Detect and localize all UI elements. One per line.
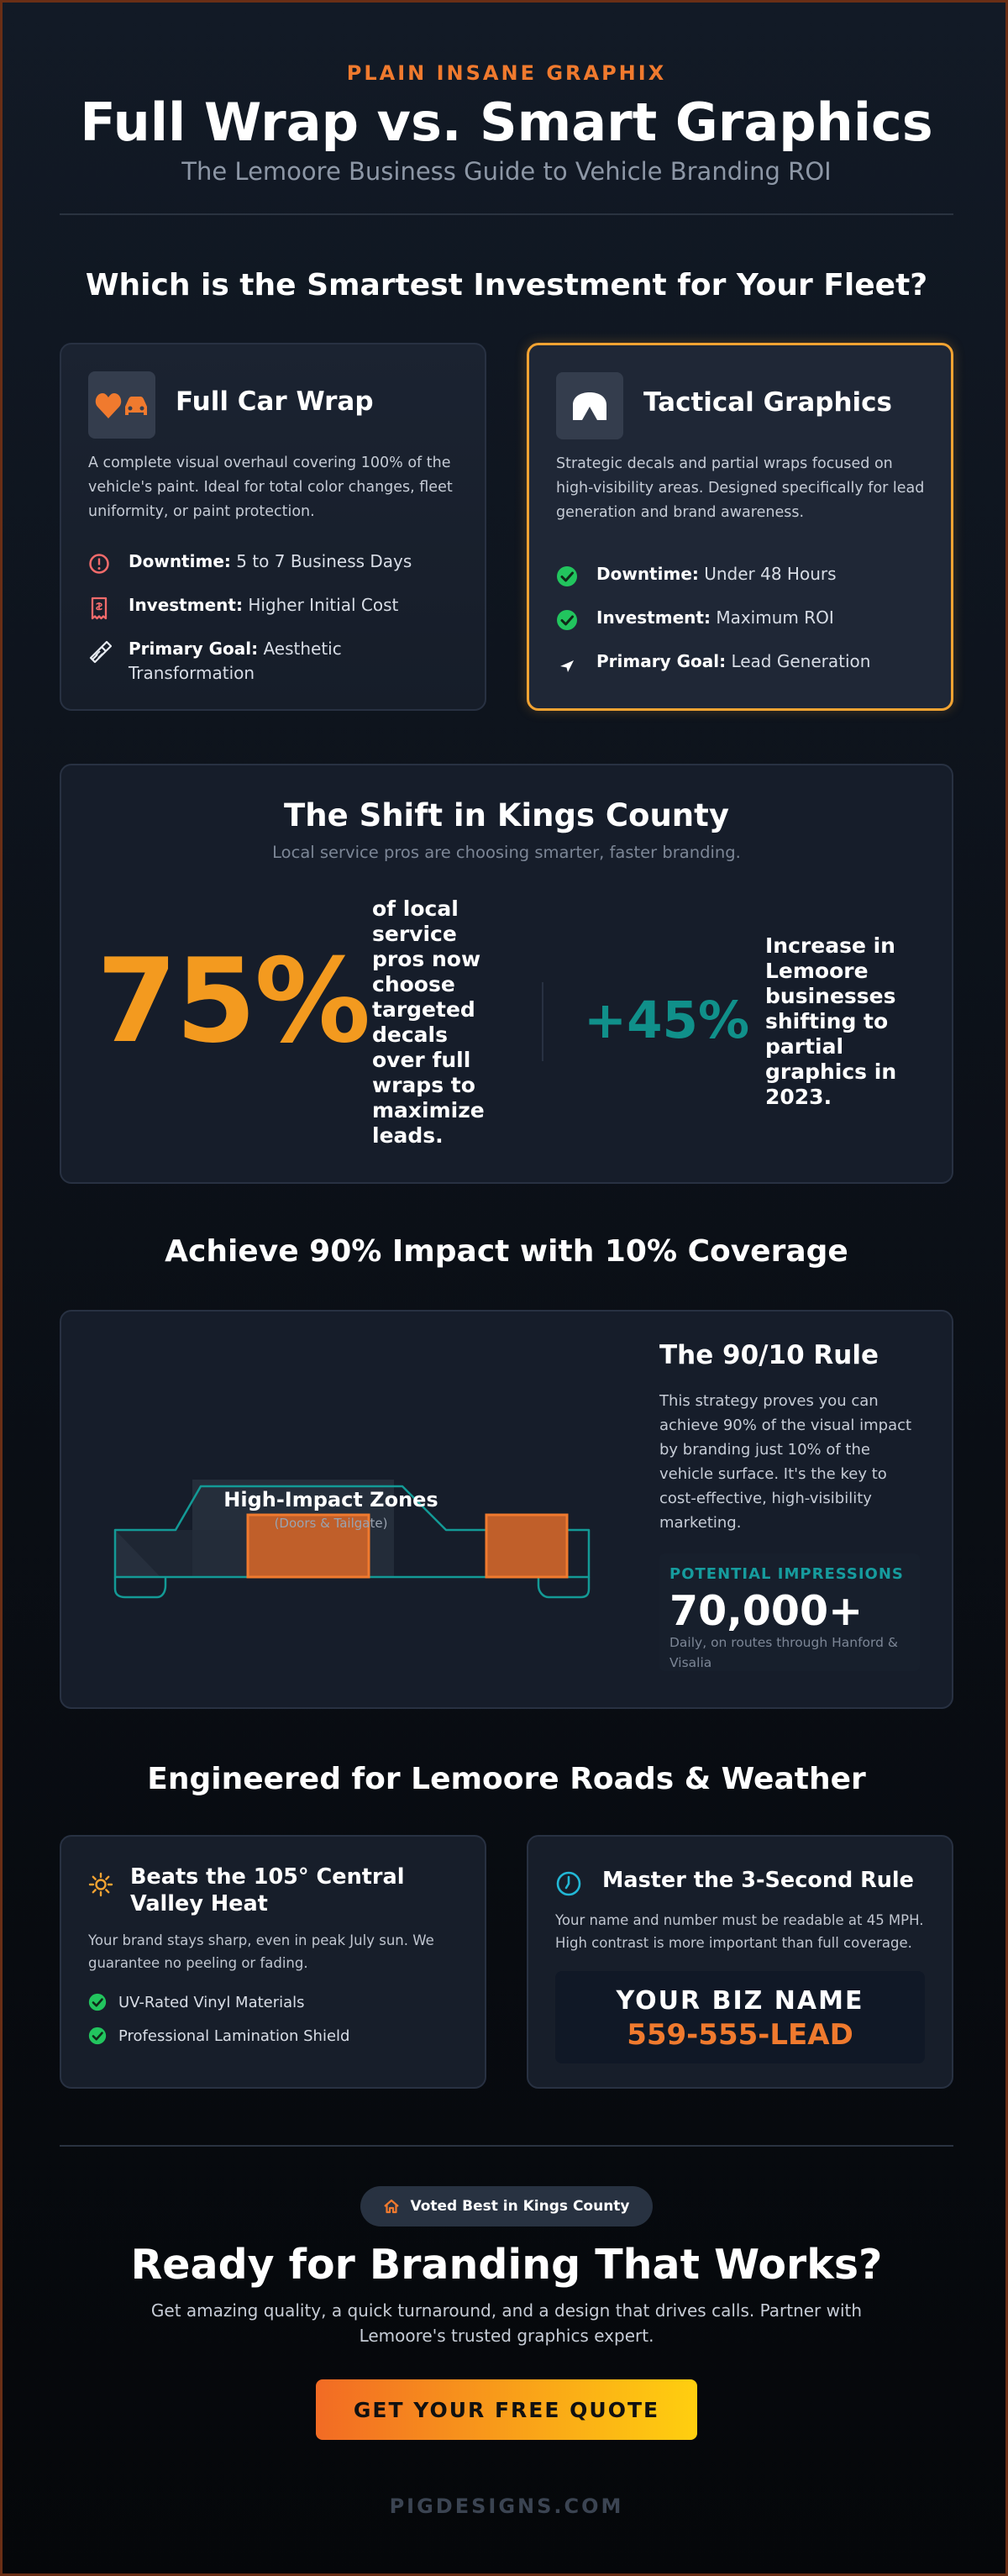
rule-title: The 90/10 Rule (659, 1340, 879, 1370)
feature-label: Downtime: (596, 564, 699, 584)
impressions-note: Daily, on routes through Hanford & Visalia (669, 1635, 898, 1670)
engineered-heading: Engineered for Lemoore Roads & Weather (147, 1762, 866, 1796)
tactical-description: Strategic decals and partial wraps focused on high-visibility areas. Designed specifically for lead generation and brand awareness. (556, 455, 925, 521)
brush-icon (88, 640, 113, 670)
readability-title: Master the 3-Second Rule (602, 1868, 914, 1893)
stat-75-percent: 75% (97, 933, 370, 1069)
sample-biz-name: YOUR BIZ NAME (616, 1986, 864, 2016)
feature-label: Primary Goal: (596, 651, 727, 671)
full-wrap-card (60, 343, 486, 711)
check-circle-icon (556, 565, 581, 594)
heat-item-label: UV-Rated Vinyl Materials (118, 1993, 305, 2011)
cta-description: Get amazing quality, a quick turnaround, and a design that drives calls. Partner with Lemoore's trusted graphics expert. (150, 2300, 863, 2346)
feature-value: 5 to 7 Business Days (236, 551, 412, 571)
stats-divider (542, 982, 543, 1061)
feature-value: Lead Generation (731, 651, 871, 671)
heat-card (60, 1835, 486, 2089)
heat-title: Beats the 105° Central Valley Heat (130, 1864, 405, 1916)
impressions-label: POTENTIAL IMPRESSIONS (669, 1565, 904, 1583)
alert-circle-icon (88, 553, 113, 581)
home-icon (383, 2198, 400, 2215)
award-badge (360, 2186, 653, 2226)
high-impact-zones-label: High-Impact Zones (223, 1488, 438, 1511)
tactical-feature-downtime (556, 562, 934, 594)
feature-value: Maximum ROI (716, 607, 834, 628)
sample-signage (555, 1971, 925, 2063)
clock-icon (555, 1870, 582, 1900)
tactical-graphics-card (527, 343, 953, 711)
header-divider (60, 213, 953, 215)
full-wrap-description: A complete visual overhaul covering 100% of the vehicle's paint. Ideal for total color changes, fleet uniformity, or paint protection. (88, 455, 453, 520)
cta-divider (60, 2145, 953, 2147)
paper-plane-icon (556, 653, 581, 681)
tactical-title: Tactical Graphics (643, 387, 892, 418)
shift-subtitle: Local service pros are choosing smarter, faster branding. (272, 843, 741, 862)
stat-45-description: Increase in Lemoore businesses shifting to partial graphics in 2023. (765, 933, 897, 1109)
shift-title: The Shift in Kings County (284, 797, 729, 833)
heat-item-lamination (88, 2027, 349, 2045)
check-circle-icon (556, 609, 581, 638)
full-wrap-feature-investment (88, 593, 466, 627)
heat-item-label: Professional Lamination Shield (118, 2027, 350, 2045)
impact-heading: Achieve 90% Impact with 10% Coverage (165, 1234, 848, 1269)
rule-description: This strategy proves you can achieve 90% of the visual impact by branding just 10% of the vehicle surface. It's the key to cost-effective, high-visibility marketing. (659, 1392, 912, 1532)
tactical-feature-goal (556, 649, 934, 681)
feature-value: Higher Initial Cost (248, 595, 399, 615)
high-impact-zones-note: (Doors & Tailgate) (274, 1516, 388, 1531)
feature-label: Investment: (596, 607, 711, 628)
check-circle-icon (88, 2027, 107, 2045)
readability-description: Your name and number must be readable at 45 MPH. High contrast is more important than full coverage. (555, 1912, 924, 1951)
receipt-icon (88, 597, 113, 627)
heart-car-icon (88, 371, 155, 439)
brand-name: PLAIN INSANE GRAPHIX (346, 61, 667, 85)
feature-value: Under 48 Hours (704, 564, 837, 584)
footer-site[interactable]: PIGDESIGNS.COM (389, 2495, 624, 2518)
stat-45-percent: +45% (584, 991, 750, 1050)
impressions-box (659, 1553, 920, 1671)
tactical-feature-investment (556, 606, 934, 638)
shift-stats-card (60, 764, 953, 1184)
full-wrap-title: Full Car Wrap (176, 386, 374, 417)
cta-title: Ready for Branding That Works? (130, 2241, 883, 2289)
page-subtitle: The Lemoore Business Guide to Vehicle Branding ROI (181, 157, 832, 186)
feature-value: Aesthetic Transformation (129, 639, 342, 683)
full-wrap-feature-downtime (88, 549, 466, 581)
comparison-heading: Which is the Smartest Investment for Your Fleet? (85, 268, 928, 302)
award-badge-label: Voted Best in Kings County (410, 2198, 630, 2215)
impact-card (60, 1310, 953, 1709)
feature-label: Downtime: (129, 551, 231, 571)
sun-icon (88, 1872, 113, 1900)
tent-icon (556, 372, 623, 439)
feature-label: Investment: (129, 595, 243, 615)
sample-biz-phone: 559-555-LEAD (627, 2018, 853, 2052)
page-title: Full Wrap vs. Smart Graphics (80, 92, 933, 153)
heat-description: Your brand stays sharp, even in peak July sun. We guarantee no peeling or fading. (88, 1932, 434, 1971)
readability-card (527, 1835, 953, 2089)
impressions-value: 70,000+ (669, 1587, 864, 1635)
check-circle-icon (88, 1993, 107, 2011)
full-wrap-feature-goal (88, 637, 466, 686)
feature-label: Primary Goal: (129, 639, 259, 659)
stat-75-description: of local service pros now choose targeted decals over full wraps to maximize leads. (372, 896, 485, 1148)
heat-item-uv (88, 1993, 305, 2011)
free-quote-button[interactable]: GET YOUR FREE QUOTE (316, 2379, 697, 2440)
